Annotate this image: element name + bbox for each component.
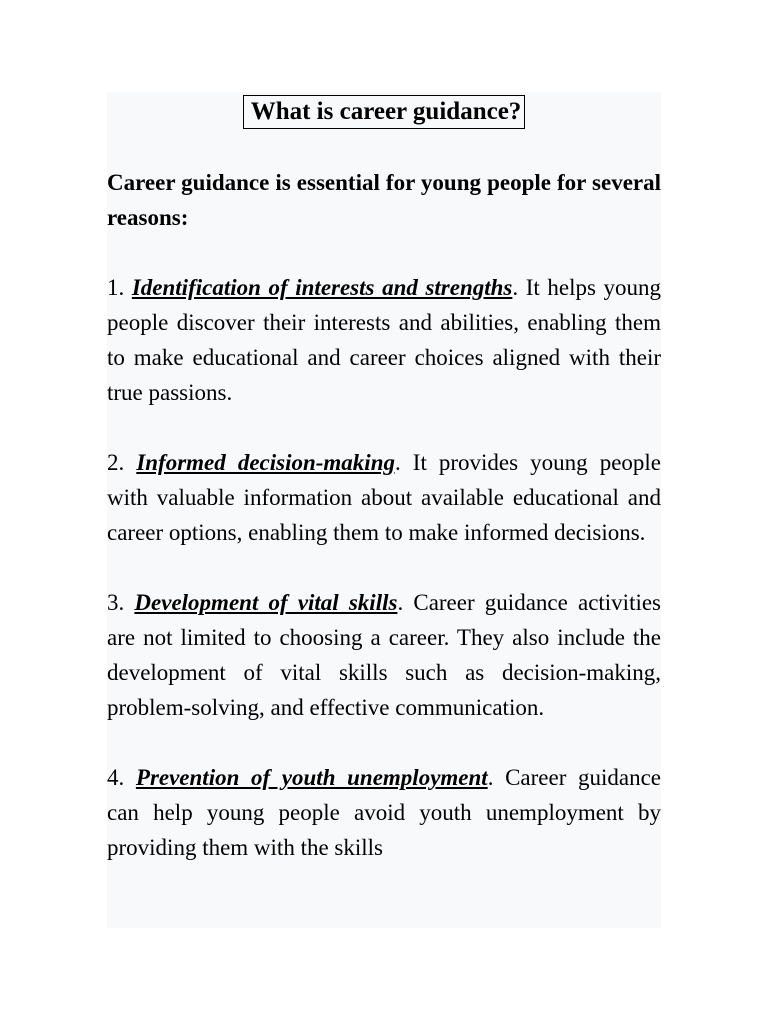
page-title: What is career guidance? [243,95,526,129]
item-text: . It helps young people discover their interests and abilities, enabling them to make educational and career choices aligned with their true passions. [107,275,661,405]
item-term: Development of vital skills [134,590,398,615]
intro-paragraph: Career guidance is essential for young people for several reasons: [107,170,661,230]
item-term: Prevention of youth unemployment [135,765,488,790]
item-term: Informed decision-making [136,450,395,475]
item-text: . It provides young people with valuable information about available educational and career options, enabling them to make informed decisions. [107,450,661,545]
list-item [107,445,661,550]
item-text: . Career guidance activities are not limited to choosing a career. They also include the development of vital skills such as decision-making, problem-solving, and effective communication. [107,590,661,720]
item-number: 1. [107,275,125,300]
item-number: 2. [107,450,125,475]
item-term: Identification of interests and strengths [131,275,513,300]
item-text: . Career guidance can help young people avoid youth unemployment by providing them with the skills [107,765,661,860]
list-item [107,585,661,725]
item-number: 4. [107,765,125,790]
item-number: 3. [107,590,125,615]
document-content [107,92,661,928]
list-item [107,270,661,410]
title-container [107,94,661,130]
list-item [107,760,661,865]
